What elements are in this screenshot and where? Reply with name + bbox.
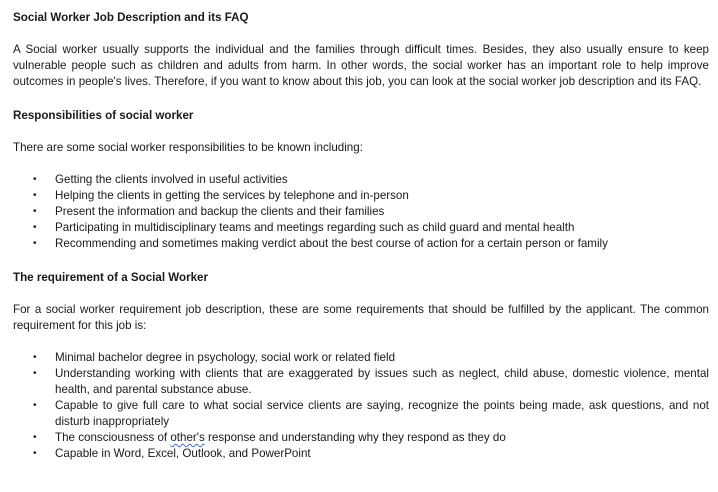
list-item-text: Present the information and backup the clients and their families	[55, 205, 385, 218]
responsibilities-heading: Responsibilities of social worker	[13, 109, 194, 122]
list-item	[13, 366, 709, 398]
bullet-icon: •	[33, 238, 37, 249]
bullet-icon: •	[33, 206, 37, 217]
list-item	[13, 446, 709, 462]
list-item-text: Minimal bachelor degree in psychology, social work or related field	[55, 351, 396, 364]
list-item-text: Getting the clients involved in useful activities	[55, 173, 288, 186]
list-item	[13, 188, 709, 204]
requirements-lead: For a social worker requirement job description, these are some requirements that should be fulfilled by the applicant. The common requirement for this job is:	[13, 303, 709, 332]
bullet-icon: •	[33, 448, 37, 459]
list-item-text-pre: The consciousness of	[55, 431, 171, 444]
bullet-icon: •	[33, 368, 37, 379]
list-item-text: Capable to give full care to what social service clients are saying, recognize the points being made, ask questions, and not disturb inappropriately	[55, 399, 709, 428]
requirements-list	[13, 350, 709, 462]
requirements-heading: The requirement of a Social Worker	[13, 271, 208, 284]
bullet-icon: •	[33, 400, 37, 411]
responsibilities-list	[13, 172, 709, 252]
document-title: Social Worker Job Description and its FAQ	[13, 11, 249, 24]
list-item	[13, 398, 709, 430]
responsibilities-lead: There are some social worker responsibilities to be known including:	[13, 141, 363, 154]
list-item	[13, 430, 709, 446]
bullet-icon: •	[33, 174, 37, 185]
list-item	[13, 172, 709, 188]
bullet-icon: •	[33, 222, 37, 233]
list-item-text: Participating in multidisciplinary teams and meetings regarding such as child guard and mental health	[55, 221, 575, 234]
bullet-icon: •	[33, 432, 37, 443]
list-item	[13, 350, 709, 366]
list-item-text: Helping the clients in getting the services by telephone and in-person	[55, 189, 409, 202]
list-item	[13, 220, 709, 236]
list-item-text: Understanding working with clients that are exaggerated by issues such as neglect, child abuse, domestic violence, mental health, and parental substance abuse.	[55, 367, 709, 396]
intro-paragraph: A Social worker usually supports the individual and the families through difficult times. Besides, they also usually ensure to keep vulnerable people such as children and adults from harm. In other words, the social worker has an important role to help improve outcomes in people's lives. Therefore, if you want to know about this job, you can look at the social worker job description and its FAQ.	[13, 43, 709, 88]
bullet-icon: •	[33, 352, 37, 363]
bullet-icon: •	[33, 190, 37, 201]
list-item	[13, 236, 709, 252]
list-item-text-post: response and understanding why they respond as they do	[204, 431, 506, 444]
list-item	[13, 204, 709, 220]
list-item-text: Capable in Word, Excel, Outlook, and PowerPoint	[55, 447, 311, 460]
list-item-text: Recommending and sometimes making verdict about the best course of action for a certain person or family	[55, 237, 608, 250]
spellcheck-mark: other's	[170, 431, 205, 444]
